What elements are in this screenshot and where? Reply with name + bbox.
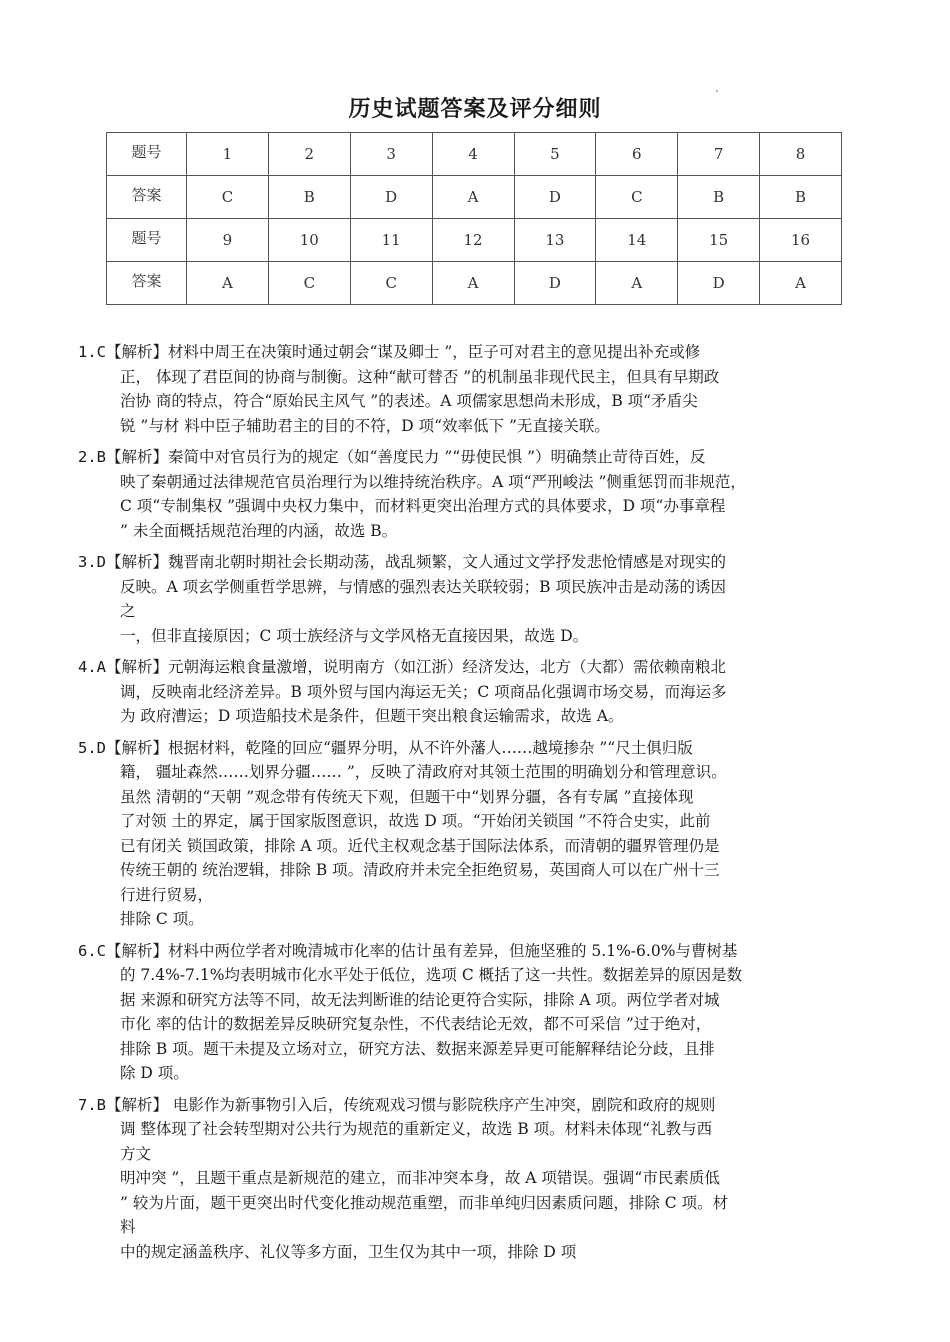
table-cell: C <box>350 262 432 305</box>
table-cell: 14 <box>596 219 678 262</box>
table-cell: D <box>678 262 760 305</box>
question-number: 6.C <box>78 941 106 960</box>
explanation-first-line <box>78 736 878 761</box>
explanation-line: 方文 <box>120 1144 152 1163</box>
explanation-first-line <box>78 445 878 470</box>
explanation-text: 【解析】材料中周王在决策时通过朝会“谋及卿士 ”，臣子可对君主的意见提出补充或修 <box>106 343 701 361</box>
explanation-line: 籍， 疆址森然……划界分疆…… ”，反映了清政府对其领土范围的明确划分和管理意识。 <box>120 763 727 781</box>
table-cell: A <box>432 176 514 219</box>
explanation-item <box>78 736 878 932</box>
explanation-line: 调，反映南北经济差异。B 项外贸与国内海运无关；C 项商品化强调市场交易，而海运多 <box>120 682 727 701</box>
explanation-item <box>78 1093 878 1265</box>
explanation-line: 之 <box>120 602 136 620</box>
explanation-line: 了对领 土的界定，属于国家版图意识，故选 D 项。“开始闭关锁国 ”不符合史实，此前 <box>120 812 711 830</box>
table-cell: 8 <box>760 133 842 176</box>
table-row <box>107 262 842 305</box>
table-cell: 3 <box>350 133 432 176</box>
explanation-line: C 项“专制集权 ”强调中央权力集中，而材料更突出治理方式的具体要求，D 项“办事章程 <box>120 497 726 515</box>
explanation-line: 市化 率的估计的数据差异反映研究复杂性，不代表结论无效，都不可采信 ”过于绝对， <box>120 1015 712 1033</box>
table-cell: 9 <box>187 219 269 262</box>
table-cell: 11 <box>350 219 432 262</box>
explanation-line: 反映。A 项玄学侧重哲学思辨，与情感的强烈表达关联较弱；B 项民族冲击是动荡的诱因 <box>120 577 726 596</box>
table-cell: A <box>187 262 269 305</box>
explanation-line: 料 <box>120 1218 136 1236</box>
table-cell: C <box>187 176 269 219</box>
explanation-item <box>78 655 878 729</box>
explanation-text: 【解析】 电影作为新事物引入后，传统观戏习惯与影院秩序产生冲突，剧院和政府的规则 <box>106 1095 716 1114</box>
explanation-line: 的 7.4%-7.1%均表明城市化水平处于低位，选项 C 概括了这一共性。数据差异的原因是数 <box>120 966 743 984</box>
table-row <box>107 219 842 262</box>
table-cell: 13 <box>514 219 596 262</box>
table-cell: 1 <box>187 133 269 176</box>
table-cell: 12 <box>432 219 514 262</box>
row-header: 题号 <box>107 219 187 262</box>
table-cell: 5 <box>514 133 596 176</box>
table-cell: 7 <box>678 133 760 176</box>
row-header: 答案 <box>107 262 187 305</box>
explanation-line: 为 政府漕运；D 项造船技术是条件，但题干突出粮食运输需求，故选 A。 <box>120 707 624 725</box>
explanation-text: 【解析】材料中两位学者对晚清城市化率的估计虽有差异，但施坚雅的 5.1%-6.0%与曹树基 <box>106 941 738 960</box>
explanation-item <box>78 939 878 1086</box>
explanation-line: 明冲突 ”，且题干重点是新规范的建立，而非冲突本身，故 A 项错误。强调“市民素质低 <box>120 1169 720 1187</box>
scan-dot <box>716 90 718 92</box>
explanation-line: 行进行贸易， <box>120 885 214 904</box>
table-cell: B <box>760 176 842 219</box>
table-cell: 16 <box>760 219 842 262</box>
table-cell: C <box>268 262 350 305</box>
question-number: 1.C <box>78 343 106 361</box>
explanation-line: 虽然 清朝的“天朝 ”观念带有传统天下观，但题干中“划界分疆，各有专属 ”直接体现 <box>120 787 694 806</box>
table-cell: D <box>350 176 432 219</box>
table-cell: 6 <box>596 133 678 176</box>
explanation-line: ” 较为片面，题干更突出时代变化推动规范重塑，而非单纯归因素质问题，排除 C 项。材 <box>120 1193 729 1212</box>
answer-table <box>106 132 842 305</box>
explanation-line: 正， 体现了君臣间的协商与制衡。这种“献可替否 ”的机制虽非现代民主，但具有早期政 <box>120 367 720 386</box>
row-header: 题号 <box>107 133 187 176</box>
table-cell: A <box>432 262 514 305</box>
table-cell: 2 <box>268 133 350 176</box>
explanation-first-line <box>78 550 878 575</box>
explanation-line: 调 整体现了社会转型期对公共行为规范的重新定义，故选 B 项。材料未体现“礼教与西 <box>120 1120 713 1138</box>
question-number: 7.B <box>78 1095 106 1114</box>
explanation-item <box>78 340 878 438</box>
explanation-item <box>78 445 878 543</box>
row-header: 答案 <box>107 176 187 219</box>
explanation-text: 【解析】元朝海运粮食量激增，说明南方（如江浙）经济发达，北方（大都）需依赖南粮北 <box>106 658 727 676</box>
explanations <box>78 340 878 1271</box>
table-cell: B <box>268 176 350 219</box>
explanation-line: 锐 ”与材 料中臣子辅助君主的目的不符，D 项“效率低下 ”无直接关联。 <box>120 416 610 435</box>
table-row <box>107 176 842 219</box>
table-cell: B <box>678 176 760 219</box>
table-cell: C <box>596 176 678 219</box>
table-row <box>107 133 842 176</box>
explanation-line: 排除 B 项。题干未提及立场对立，研究方法、数据来源差异更可能解释结论分歧，且排 <box>120 1039 715 1058</box>
explanation-first-line <box>78 1093 878 1118</box>
explanation-line: 已有闭关 锁国政策，排除 A 项。近代主权观念基于国际法体系，而清朝的疆界管理仍是 <box>120 836 720 855</box>
explanation-line: 排除 C 项。 <box>120 910 204 928</box>
table-cell: A <box>760 262 842 305</box>
page-title: 历史试题答案及评分细则 <box>348 97 602 122</box>
explanation-line: 治协 商的特点，符合“原始民主风气 ”的表述。A 项儒家思想尚未形成，B 项“矛盾尖 <box>120 392 698 410</box>
explanation-text: 【解析】魏晋南北朝时期社会长期动荡，战乱频繁，文人通过文学抒发悲怆情感是对现实的 <box>106 553 727 571</box>
question-number: 4.A <box>78 658 106 676</box>
explanation-first-line <box>78 655 878 680</box>
table-cell: D <box>514 176 596 219</box>
table-cell: A <box>596 262 678 305</box>
table-cell: 15 <box>678 219 760 262</box>
explanation-first-line <box>78 340 878 365</box>
explanation-text: 【解析】秦简中对官员行为的规定（如“善度民力 ”“毋使民惧 ”）明确禁止苛待百姓，反 <box>106 448 706 466</box>
table-cell: 4 <box>432 133 514 176</box>
explanation-first-line <box>78 939 878 964</box>
explanation-item <box>78 550 878 648</box>
question-number: 3.D <box>78 553 106 571</box>
explanation-line: 中的规定涵盖秩序、礼仪等多方面，卫生仅为其中一项，排除 D 项 <box>120 1242 577 1261</box>
explanation-line: 除 D 项。 <box>120 1064 189 1082</box>
explanation-text: 【解析】根据材料，乾隆的回应“疆界分明，从不许外藩人……越境掺杂 ”“尺土俱归版 <box>106 738 693 757</box>
explanation-line: 传统王朝的 统治逻辑，排除 B 项。清政府并未完全拒绝贸易，英国商人可以在广州十三 <box>120 861 720 879</box>
table-cell: 10 <box>268 219 350 262</box>
explanation-line: 映了秦朝通过法律规范官员治理行为以维持统治秩序。A 项“严刑峻法 ”侧重惩罚而非规范， <box>120 472 746 491</box>
question-number: 2.B <box>78 448 106 466</box>
table-cell: D <box>514 262 596 305</box>
question-number: 5.D <box>78 738 106 757</box>
explanation-line: 据 来源和研究方法等不同，故无法判断谁的结论更符合实际，排除 A 项。两位学者对城 <box>120 990 720 1009</box>
explanation-line: 一，但非直接原因；C 项士族经济与文学风格无直接因果，故选 D。 <box>120 626 589 645</box>
answer-table-body <box>107 133 842 305</box>
explanation-line: ” 未全面概括规范治理的内涵，故选 B。 <box>120 521 398 540</box>
